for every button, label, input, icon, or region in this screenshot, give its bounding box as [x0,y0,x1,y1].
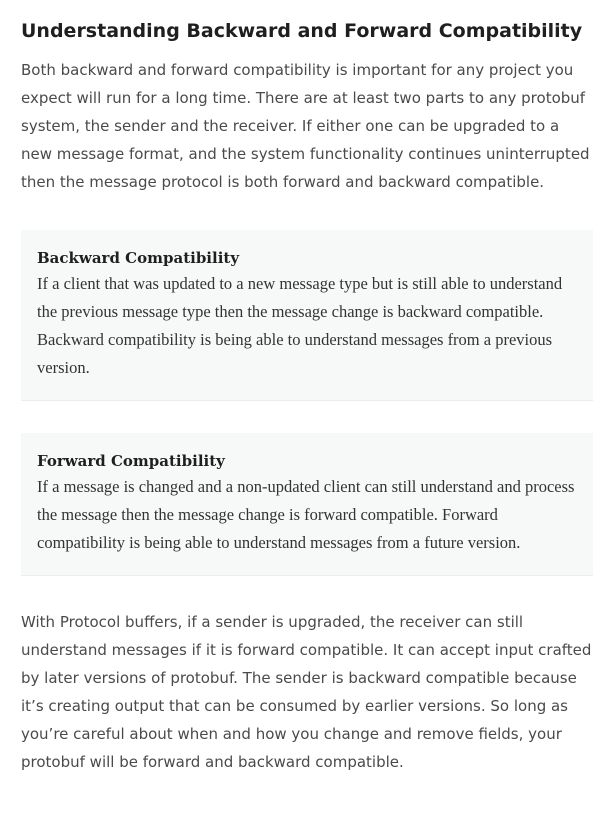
section-heading: Understanding Backward and Forward Compatibility [21,20,583,42]
article [21,14,593,776]
conclusion-paragraph: With Protocol buffers, if a sender is upgraded, the receiver can still understand messages if it is forward compatible. It can accept input crafted by later versions of protobuf. The sender is backward compatible because it’s creating output that can be consumed by earlier versions. So long as you’re careful about when and how you change and remove fields, your protobuf will be forward and backward compatible. [21,613,592,771]
forward-compatibility-callout [21,433,593,576]
callout-title: Backward Compatibility [37,249,240,267]
callout-text: If a client that was updated to a new message type but is still able to understand the previous message type then the message change is backward compatible. Backward compatibility is being able to understand messages from a previous version. [37,274,563,377]
backward-compatibility-callout [21,230,593,401]
callout-text: If a message is changed and a non-updated client can still understand and process the message then the message change is forward compatible. Forward compatibility is being able to understand messages from a future version. [37,477,575,552]
intro-paragraph: Both backward and forward compatibility is important for any project you expect will run for a long time. There are at least two parts to any protobuf system, the sender and the receiver. If either one can be upgraded to a new message format, and the system functionality continues uninterrupted then the message protocol is both forward and backward compatible. [21,61,590,191]
callout-title: Forward Compatibility [37,452,225,470]
